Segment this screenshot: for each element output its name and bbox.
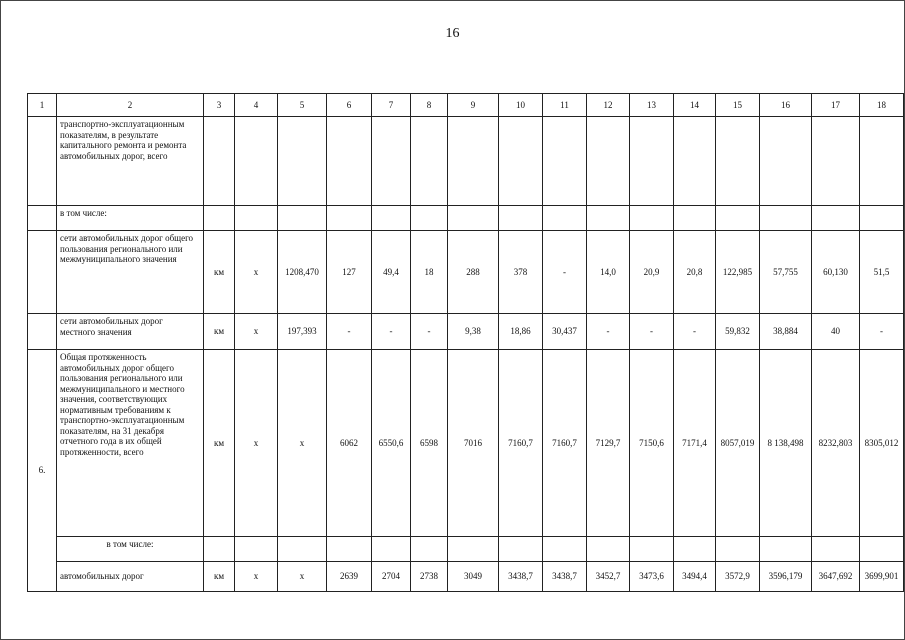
value-cell: 3596,179 [760, 562, 812, 592]
row-number-cell: 6. [28, 350, 57, 592]
value-cell: 51,5 [860, 231, 904, 314]
table-row [28, 314, 904, 350]
page-number: 16 [445, 26, 460, 41]
value-cell: 3049 [448, 562, 499, 592]
value-cell: - [543, 231, 587, 314]
value-cell: 127 [327, 231, 372, 314]
value-cell: 7129,7 [587, 350, 630, 537]
header-cell: 15 [716, 94, 760, 117]
value-cell: 30,437 [543, 314, 587, 350]
header-cell: 10 [499, 94, 543, 117]
header-cell: 8 [411, 94, 448, 117]
value-cell: 7150,6 [630, 350, 674, 537]
header-cell: 3 [204, 94, 235, 117]
value-cell: 7160,7 [499, 350, 543, 537]
value-cell: х [278, 562, 327, 592]
row-description: в том числе: [57, 537, 204, 562]
value-cell: - [327, 314, 372, 350]
value-cell: 3494,4 [674, 562, 716, 592]
value-cell: 6550,6 [372, 350, 411, 537]
value-cell: 3473,6 [630, 562, 674, 592]
value-cell: х [235, 350, 278, 537]
value-cell: 378 [499, 231, 543, 314]
value-cell: 20,8 [674, 231, 716, 314]
value-cell: - [860, 314, 904, 350]
value-cell: х [235, 231, 278, 314]
header-cell: 18 [860, 94, 904, 117]
value-cell: - [372, 314, 411, 350]
value-cell: 8 138,498 [760, 350, 812, 537]
value-cell: км [204, 231, 235, 314]
value-cell: 7171,4 [674, 350, 716, 537]
table-row [28, 117, 904, 206]
value-cell: 57,755 [760, 231, 812, 314]
value-cell: 8232,803 [812, 350, 860, 537]
value-cell: 20,9 [630, 231, 674, 314]
header-row [28, 94, 904, 117]
value-cell: км [204, 314, 235, 350]
row-description: сети автомобильных дорог местного значения [57, 314, 204, 350]
row-description: сети автомобильных дорог общего пользования регионального или межмуниципального значения [57, 231, 204, 314]
header-cell: 13 [630, 94, 674, 117]
header-cell: 14 [674, 94, 716, 117]
header-cell: 7 [372, 94, 411, 117]
row-number-cell [28, 117, 57, 206]
value-cell: 2738 [411, 562, 448, 592]
value-cell: х [235, 314, 278, 350]
value-cell: 2704 [372, 562, 411, 592]
header-cell: 11 [543, 94, 587, 117]
value-cell: х [278, 350, 327, 537]
value-cell: 40 [812, 314, 860, 350]
row-description: транспортно-эксплуатационным показателям, в результате капитального ремонта и ремонта автомобильных дорог, всего [57, 117, 204, 206]
header-cell: 12 [587, 94, 630, 117]
value-cell: 8057,019 [716, 350, 760, 537]
value-cell: х [235, 562, 278, 592]
value-cell: 7016 [448, 350, 499, 537]
value-cell: 3699,901 [860, 562, 904, 592]
value-cell: 3452,7 [587, 562, 630, 592]
value-cell: 8305,012 [860, 350, 904, 537]
table-row [28, 231, 904, 314]
value-cell: 60,130 [812, 231, 860, 314]
value-cell: км [204, 350, 235, 537]
header-cell: 16 [760, 94, 812, 117]
value-cell: 18 [411, 231, 448, 314]
value-cell: 14,0 [587, 231, 630, 314]
table-row [28, 537, 904, 562]
row-description: в том числе: [57, 206, 204, 231]
value-cell: 2639 [327, 562, 372, 592]
value-cell: - [674, 314, 716, 350]
value-cell: 288 [448, 231, 499, 314]
header-cell: 6 [327, 94, 372, 117]
value-cell: 49,4 [372, 231, 411, 314]
value-cell: 197,393 [278, 314, 327, 350]
data-table [27, 93, 904, 592]
row-number-cell [28, 231, 57, 314]
table-row [28, 350, 904, 537]
value-cell: 38,884 [760, 314, 812, 350]
table-row [28, 206, 904, 231]
value-cell: 3438,7 [499, 562, 543, 592]
row-number-cell [28, 206, 57, 231]
header-cell: 1 [28, 94, 57, 117]
header-cell: 17 [812, 94, 860, 117]
value-cell: 1208,470 [278, 231, 327, 314]
value-cell: 18,86 [499, 314, 543, 350]
value-cell: 3647,692 [812, 562, 860, 592]
row-number-cell [28, 314, 57, 350]
value-cell: 6062 [327, 350, 372, 537]
header-cell: 4 [235, 94, 278, 117]
row-description: автомобильных дорог [57, 562, 204, 592]
header-cell: 5 [278, 94, 327, 117]
value-cell: 9,38 [448, 314, 499, 350]
value-cell: - [587, 314, 630, 350]
value-cell: км [204, 562, 235, 592]
header-cell: 2 [57, 94, 204, 117]
value-cell: 7160,7 [543, 350, 587, 537]
row-description: Общая протяженность автомобильных дорог общего пользования регионального или межмуниципального и местного значения, соответствующих нормативным требованиям к транспортно-эксплуатационным показателям, на 31 декабря отчетного года в их общей протяженности, всего [57, 350, 204, 537]
table-row [28, 562, 904, 592]
value-cell: 59,832 [716, 314, 760, 350]
value-cell: 122,985 [716, 231, 760, 314]
value-cell: - [411, 314, 448, 350]
value-cell: 6598 [411, 350, 448, 537]
value-cell: 3438,7 [543, 562, 587, 592]
value-cell: - [630, 314, 674, 350]
header-cell: 9 [448, 94, 499, 117]
value-cell: 3572,9 [716, 562, 760, 592]
